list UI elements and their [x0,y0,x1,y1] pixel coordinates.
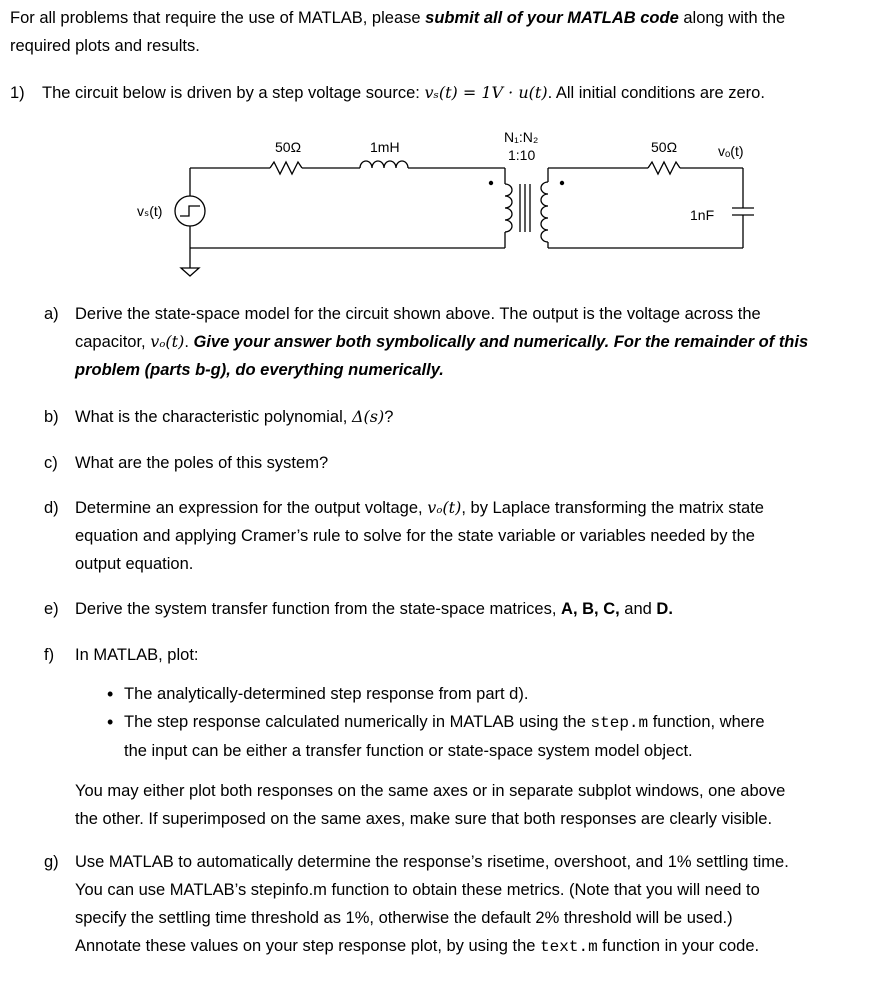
bullet-2-line-2: the input can be either a transfer function or state-space system model object. [124,742,693,760]
item-a-l2-pre: capacitor, [75,333,151,351]
item-a-math: vₒ(t) [150,332,185,351]
item-g-text [75,848,855,961]
item-label: d) [44,499,59,517]
problem-text-post: . All initial conditions are zero. [547,84,765,102]
item-label: b) [44,408,59,426]
intro-text-2: along with the [678,9,786,27]
r2-label: 50Ω [651,139,678,155]
c1-label: 1nF [690,207,715,223]
item-g-line-3: specify the settling time threshold as 1%, otherwise the default 2% threshold will be used.) [75,909,733,927]
item-c-text: What are the poles of this system? [75,454,329,472]
turns-ratio: 1:10 [508,147,536,163]
item-g-line-2: You can use MATLAB’s stepinfo.m function to obtain these metrics. (Note that you will need to [75,881,760,899]
item-g-line-1: Use MATLAB to automatically determine the response’s risetime, overshoot, and 1% settling time. [75,853,789,871]
resistor-r2 [648,162,680,174]
transformer-secondary [541,182,548,242]
item-e-text-main: Derive the system transfer function from the state-space matrices, [75,600,562,618]
item-a-line-2 [75,328,855,356]
item-g-l4-pre: Annotate these values on your step response plot, by using the [75,937,541,955]
item-a-l2-post: . [184,333,194,351]
item-label: a) [44,305,59,323]
item-e-text [75,595,855,623]
item-f-bullets [107,680,857,765]
turns-label: N₁:N₂ [504,129,539,145]
source-formula: vₛ(t) = 1V · u(t) [424,83,548,102]
intro-bold: submit all of your MATLAB code [425,9,679,27]
item-g-l4-post: function in your code. [597,937,760,955]
item-e-mid: and [619,600,657,618]
item-d-math: vₒ(t) [427,498,462,517]
circuit-diagram [130,128,770,278]
item-d-line-2: equation and applying Cramer’s rule to solve for the state variable or variables needed by the [75,527,755,545]
item-b-text [75,403,855,431]
intro-text-1: For all problems that require the use of MATLAB, please [10,9,426,27]
bullet-2-pre: The step response calculated numerically in MATLAB using the [124,713,591,731]
item-e-bold-1: A, B, C, [561,600,620,618]
item-d-line-1 [75,494,855,522]
polarity-dot-secondary [560,181,564,185]
item-e-end: . [668,600,673,618]
item-b-end: ? [384,408,394,426]
item-g-code: text.m [540,938,598,956]
item-label: g) [44,853,59,871]
voltage-source-symbol [175,196,205,226]
bullet-item: • The analytically-determined step response from part d). [107,680,857,708]
bullet-2-code: step.m [590,714,649,732]
item-g-line-4 [75,932,855,961]
problem-1-text [42,79,765,107]
resistor-r1 [270,162,302,174]
problem-text-pre: The circuit below is driven by a step voltage source: [42,84,425,102]
problem-number: 1) [10,84,25,102]
item-d-l1-post: , by Laplace transforming the matrix state [461,499,764,517]
output-label: vₒ(t) [718,143,744,159]
item-label: f) [44,646,55,664]
intro-line-2: required plots and results. [10,37,200,55]
source-label: vₛ(t) [137,203,163,219]
item-b-text-main: What is the characteristic polynomial, [75,408,352,426]
transformer-primary [505,184,512,232]
note-line-2: the other. If superimposed on the same axes, make sure that both responses are clearly visible. [75,810,773,828]
item-e-bold-2: D [656,600,669,618]
item-d-l1-pre: Determine an expression for the output voltage, [75,499,428,517]
item-f-note [75,777,855,833]
polarity-dot-primary [489,181,493,185]
l1-label: 1mH [370,139,400,155]
r1-label: 50Ω [275,139,302,155]
item-a-l2-bold: Give your answer both symbolically and numerically. For the remainder of this [193,333,809,351]
item-d-line-3: output equation. [75,555,194,573]
item-label: c) [44,454,58,472]
item-f-text: In MATLAB, plot: [75,646,199,664]
item-a-line-1: Derive the state-space model for the circuit shown above. The output is the voltage across the [75,305,761,323]
item-b-math: Δ(s) [351,407,385,426]
ground-symbol [181,268,199,276]
note-line-1: You may either plot both responses on the same axes or in separate subplot windows, one above [75,782,786,800]
bullet-2-post: function, where [648,713,765,731]
item-a-text [75,300,855,384]
item-a-line-3: problem (parts b-g), do everything numerically. [75,361,444,379]
item-d-text [75,494,855,578]
inductor-l1 [360,161,408,168]
intro-paragraph [10,4,868,60]
bullet-item [107,708,857,765]
item-label: e) [44,600,59,618]
